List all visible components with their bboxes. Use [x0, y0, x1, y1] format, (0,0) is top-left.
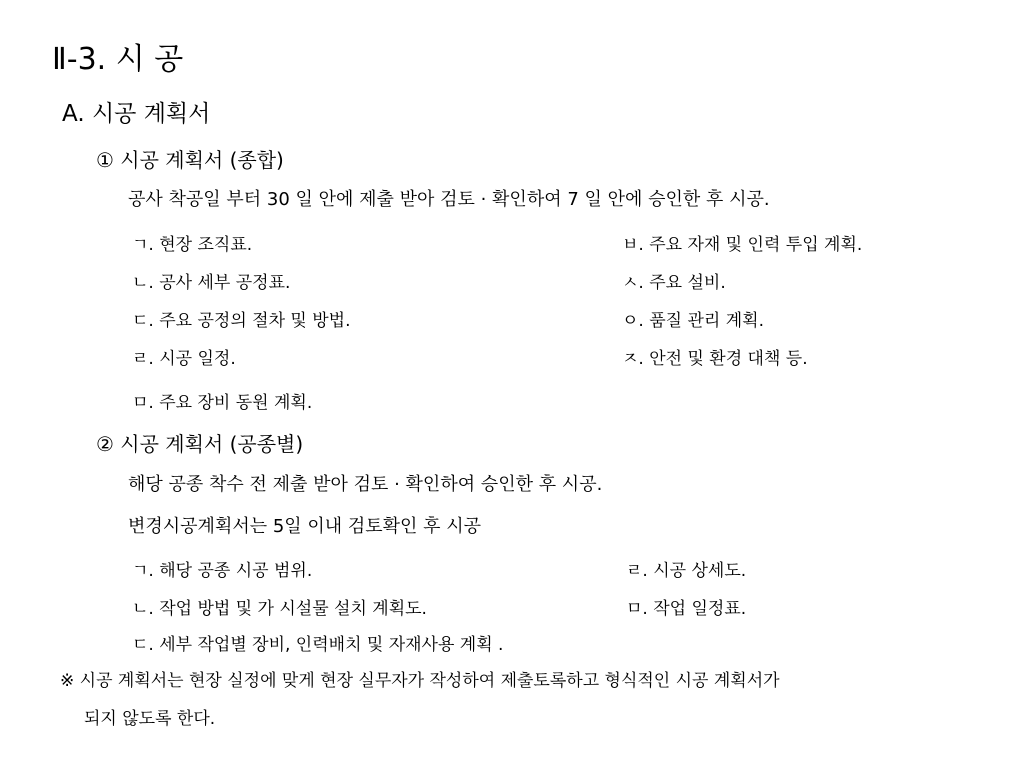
- section2-description-2: 변경시공계획서는 5일 이내 검토확인 후 시공: [128, 516, 482, 537]
- section1-heading: ① 시공 계획서 (종합): [96, 148, 284, 172]
- section1-right-item: ㅈ. 안전 및 환경 대책 등.: [622, 349, 808, 369]
- note-line-1: ※ 시공 계획서는 현장 실정에 맞게 현장 실무자가 작성하여 제출토록하고 형식적인 시공 계획서가: [60, 671, 780, 691]
- section2-heading: ② 시공 계획서 (공종별): [96, 432, 304, 456]
- section1-description: 공사 착공일 부터 30 일 안에 제출 받아 검토 · 확인하여 7 일 안에 승인한 후 시공.: [128, 189, 770, 210]
- page-title: Ⅱ-3. 시 공: [52, 42, 184, 77]
- section1-left-item: ㄴ. 공사 세부 공정표.: [132, 273, 291, 293]
- section1-right-item: ㅇ. 품질 관리 계획.: [622, 311, 764, 331]
- section2-right-item: ㄹ. 시공 상세도.: [626, 561, 747, 581]
- section1-left-item: ㅁ. 주요 장비 동원 계획.: [132, 393, 313, 413]
- section2-left-item: ㄷ. 세부 작업별 장비, 인력배치 및 자재사용 계획 .: [132, 635, 504, 655]
- section2-right-item: ㅁ. 작업 일정표.: [626, 599, 747, 619]
- section1-left-item: ㄱ. 현장 조직표.: [132, 235, 253, 255]
- section2-description: 해당 공종 착수 전 제출 받아 검토 · 확인하여 승인한 후 시공.: [128, 474, 603, 495]
- section2-left-item: ㄴ. 작업 방법 및 가 시설물 설치 계획도.: [132, 599, 427, 619]
- section1-right-item: ㅂ. 주요 자재 및 인력 투입 계획.: [622, 235, 863, 255]
- section1-left-item: ㄷ. 주요 공정의 절차 및 방법.: [132, 311, 351, 331]
- section1-left-item: ㄹ. 시공 일정.: [132, 349, 236, 369]
- note-line-2: 되지 않도록 한다.: [84, 709, 216, 729]
- section1-right-item: ㅅ. 주요 설비.: [622, 273, 726, 293]
- section2-left-item: ㄱ. 해당 공종 시공 범위.: [132, 561, 313, 581]
- section-subtitle: A. 시공 계획서: [62, 101, 211, 127]
